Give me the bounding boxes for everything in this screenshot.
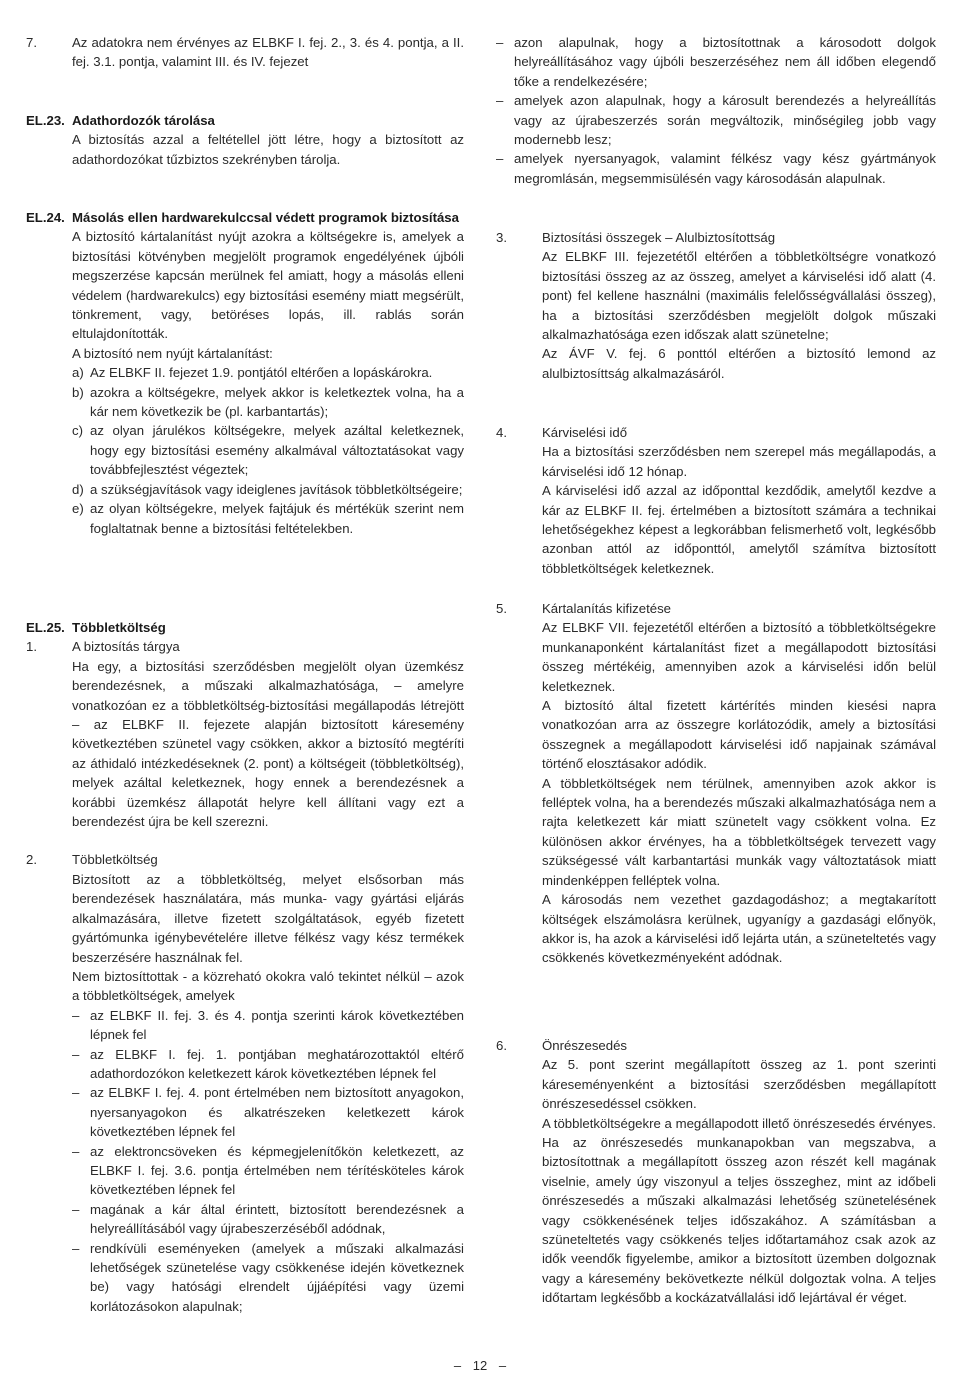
- subsection-text: Nem biztosíttottak - a közreható okokra való tekintet nélkül – azok a többletköltségek, amelyek: [72, 968, 464, 1004]
- subsection-text: Az ELBKF III. fejezetétől eltérően a többletköltségre vonatkozó biztosítási összeg az az összeg, amelyet a kárviselési idő alatt (4. pont) fel kellene használni (maximális felelősségvállalási összeg), ha a biztosítási szerződésben megjelölt dolgok műszaki alkalmazhatósága ezen időszak alatt szünetelne;: [542, 249, 936, 343]
- subsection-text: Az ELBKF VII. fejezetétől eltérően a biztosító a többletköltségekre munkanaponként kártalanítást fizet a megállapodott biztosítási összeg mértékéig, amennyiben azok a kárviselési időn belül keletkeznek.: [542, 620, 936, 694]
- subsection-text: A többletköltségek nem térülnek, amennyiben azok akkor is felléptek volna, ha a berendezés műszaki alkalmazhatósága nem a rajta keletkezett kár miatt szünetelt vagy csökkent volna. Ez különösen akkor érvényes, ha a többletköltségek tervezett vagy szükségessé vált karbantartási munkák vagy változtatások miatt mindenképpen felléptek volna.: [542, 775, 936, 888]
- subsection-number: 5.: [496, 601, 507, 616]
- dash-text: az elektroncsöveken és képmegjelenítőkön keletkezett, az ELBKF I. fej. 3.6. pontja értelmében nem térítésköteles károk következtében lépnek fel: [90, 1143, 464, 1198]
- dash-text: amelyek nyersanyagok, valamint félkész vagy kész gyártmányok megromlásán, megsemmisülésén vagy károsodásán alapulnak.: [514, 151, 936, 186]
- item-text: azokra a költségekre, melyek akkor is keletkeztek volna, ha a kár nem következik be (pl. karbantartás);: [90, 384, 464, 420]
- page-number-dash: –: [498, 1358, 507, 1373]
- subsection-text: A kárviselési idő azzal az időponttal kezdődik, amelytől kezdve a kár az ELBKF II. fej. értelmében a biztosított számára a technikai lehetőségekhez képest a legkorábban felismerhető volt, legkésőbb azonban attól az időponttól, amelytől számítva biztosított többletköltségek keletkeznek.: [542, 483, 936, 576]
- dash-mark: –: [496, 35, 504, 50]
- dash-item: [26, 1200, 464, 1239]
- dash-item: [26, 1006, 464, 1045]
- exclusion-item: [26, 383, 464, 422]
- item-text: az olyan költségekre, melyek fajtájuk és mértékük szerint nem foglaltatnak benne a biztosítási feltételekben.: [90, 501, 464, 536]
- page-number-value: 12: [472, 1358, 488, 1373]
- dash-item: [496, 33, 936, 91]
- dash-mark: –: [72, 1143, 80, 1159]
- dash-item: [26, 1142, 464, 1200]
- dash-mark: –: [72, 1240, 80, 1256]
- subsection-text: Ha a biztosítási szerződésben nem szerepel más megállapodás, a kárviselési idő 12 hónap.: [542, 444, 936, 479]
- continued-dash-list: [496, 33, 936, 188]
- subsection-5: [496, 599, 936, 968]
- section-el23: [26, 111, 464, 169]
- dash-text: az ELBKF II. fej. 3. és 4. pontja szerinti károk következtében lépnek fel: [90, 1007, 464, 1043]
- section-code: EL.23.: [26, 113, 65, 128]
- dash-mark: –: [72, 1046, 80, 1062]
- subsection-6: [496, 1036, 936, 1308]
- dash-mark: –: [72, 1201, 80, 1217]
- dash-text: amelyek azon alapulnak, hogy a károsult berendezés a helyreállítás vagy az újrabeszerzés során megváltozik, minőségileg jobb vagy modernebb lesz;: [514, 93, 936, 148]
- dash-mark: –: [496, 151, 504, 167]
- section-el25: [26, 618, 464, 1316]
- subsection-number: 2.: [26, 852, 37, 868]
- dash-text: azon alapulnak, hogy a biztosítottnak a károsodott dolgok helyreállításához vagy újbóli beszerzéséhez nem áll időben elegendő tőke a rendelkezésére;: [514, 35, 936, 89]
- subsection-title: Biztosítási összegek – Alulbiztosítottság: [542, 230, 776, 245]
- subsection-3: [496, 228, 936, 383]
- item-text: az olyan járulékos költségekre, melyek azáltal keletkeznek, hogy egy biztosítási esemény alkalmával változtatásokat vagy továbbfejlesztést végeztek;: [90, 423, 464, 478]
- section-title: Adathordozók tárolása: [72, 113, 215, 128]
- item-label: e): [72, 501, 84, 517]
- item-text: a szükségjavítások vagy ideiglenes javítások többletköltségeire;: [90, 481, 463, 497]
- dash-item: [26, 1083, 464, 1141]
- dash-text: magának a kár által érintett, biztosított berendezésnek a helyreállításából vagy újrabeszerzéséből adódnak,: [90, 1201, 464, 1237]
- dash-mark: –: [72, 1085, 80, 1101]
- dash-text: az ELBKF I. fej. 1. pontjában meghatározottaktól eltérő adathordozókon keletkezett károk következtében lépnek fel: [90, 1046, 464, 1081]
- item-label: d): [72, 481, 84, 497]
- page-number: [0, 1356, 960, 1375]
- item-label: c): [72, 423, 83, 439]
- subsection-title: Kártalanítás kifizetése: [542, 601, 672, 616]
- section-code: EL.25.: [26, 620, 65, 635]
- subsection-title: Kárviselési idő: [542, 425, 628, 440]
- section-text: A biztosító kártalanítást nyújt azokra a költségekre is, amelyek a biztosítási kötvényben megjelölt programok engedélyének újbóli megszerzése kapcsán merülnek fel amiatt, hogy a másolás elleni védelem (hardwarekulcs) egy biztosítási esemény miatt megsérült, tönkrement, vagy, betöréses lopás, ill. rablás során eltulajdonították.: [72, 229, 464, 342]
- subsection-text: A biztosító által fizetett kártérítés minden kiesési napra vonatkozóan arra az összegre korlátozódik, amely a biztosítási összegnek a megállapodott kárviselési idő napjainak számával történő elosztásakor adódik.: [542, 698, 936, 772]
- subsection-number: 6.: [496, 1038, 507, 1053]
- dash-text: az ELBKF I. fej. 4. pont értelmében nem biztosított anyagokon, nyersanyagokon és alkatrészeken keletkezett károk következtében lépnek fel: [90, 1085, 464, 1140]
- subsection-text: Az ÁVF V. fej. 6 ponttól eltérően a biztosító lemond az alulbiztosíttság alkalmazásáról.: [542, 346, 936, 381]
- dash-item: [26, 1239, 464, 1317]
- dash-item: [496, 91, 936, 149]
- item-label: a): [72, 365, 84, 381]
- exclusions-intro: A biztosító nem nyújt kártalanítást:: [72, 345, 273, 361]
- subsection-text: Az 5. pont szerint megállapított összeg az 1. pont szerinti káreseményenként a biztosítási szerződésben megállapított önrészesedéssel csökken.: [542, 1057, 936, 1112]
- item-text: Az ELBKF II. fejezet 1.9. pontjától eltérően a lopáskárokra.: [90, 365, 433, 381]
- subsection-number: 4.: [496, 425, 507, 440]
- exclusion-item: [26, 499, 464, 538]
- page-number-dash: –: [453, 1358, 462, 1373]
- subsection-text: Biztosított az a többletköltség, melyet elsősorban más berendezések használatára, más munka- vagy gyártási eljárás alkalmazására, illetve fizetett szolgáltatások, egyéb fizetett gyártómunka igénybevételére illetve félkész vagy kész termékek beszerzésére használnak fel.: [72, 871, 464, 965]
- subsection-number: 1.: [26, 639, 37, 655]
- dash-text: rendkívüli eseményeken (amelyek a műszaki alkalmazási lehetőségek szünetelése vagy csökkenése idején következnek be) vagy hatósági elrendelt újjáépítési vagy üzemi korlátozásokon alapulnak;: [90, 1240, 464, 1314]
- section-text: A biztosítás azzal a feltétellel jött létre, hogy a biztosított az adathordozókat tűzbiztos szekrényben tárolja.: [72, 132, 464, 167]
- item-label: b): [72, 384, 84, 400]
- section-code: EL.24.: [26, 210, 65, 225]
- item-number: 7.: [26, 35, 37, 50]
- subsection-title: Többletköltség: [72, 852, 158, 868]
- exclusion-item: [26, 363, 464, 382]
- subsection-title: Önrészesedés: [542, 1038, 628, 1053]
- item-7: [26, 33, 464, 72]
- subsection-number: 3.: [496, 230, 507, 245]
- subsection-text: A károsodás nem vezethet gazdagodáshoz; a megtakarított költségek elszámolásra kerülnek, ugyanígy a gazdasági előnyök, akkor is, ha azok a kárviselési idő lejárta után, a szüneteltetés vagy csökkenés következményeként adódnak.: [542, 892, 936, 966]
- subsection-text: Ha egy, a biztosítási szerződésben megjelölt olyan üzemkész berendezésnek, a műszaki alkalmazhatósága, – amelyre vonatkozóan ez a többletköltség-biztosítási megállapodás létrejött – az ELBKF II. fejezete alapján biztosított káresemény következtében szünetel vagy csökken, akkor a biztosító megtéríti az áthidaló intézkedéseknek (2. pont) a költségeit (többletköltség), melyek azáltal keletkeznek, hogy ennek a berendezésnek a korábbi üzemkész állapotát helyre kell állítani vagy ezt a berendezést újra be kell szerezni.: [72, 658, 464, 830]
- dash-item: [26, 1045, 464, 1084]
- dash-mark: –: [72, 1007, 80, 1023]
- section-el24: [26, 208, 464, 538]
- section-title: Többletköltség: [72, 620, 166, 635]
- exclusion-item: [26, 480, 464, 499]
- item-text: Az adatokra nem érvényes az ELBKF I. fej. 2., 3. és 4. pontja, a II. fej. 3.1. pontja, valamint III. és IV. fejezet: [72, 35, 464, 70]
- subsection-4: [496, 423, 936, 578]
- dash-mark: –: [496, 93, 504, 109]
- exclusion-item: [26, 421, 464, 479]
- dash-item: [496, 149, 936, 188]
- subsection-text: A többletköltségekre a megállapodott illető önrészesedés érvényes. Ha az önrészesedés munkanapokban van megszabva, a biztosítottnak a megállapított összeg azon részét kell magának viselnie, amely úgy viszonyul a teljes összeghez, mint az időbeli önrészesedés a műszaki alkalmazási lehetőség szünetelésének vagy csökkenésének teljes időszakához. A számításban a szüneteltetés vagy csökkenés teljes időtartamához csak azok az idők veendők figyelembe, amikor a biztosított üzemben dolgoznak vagy a káresemény bekövetkezte nélkül dolgoztak volna. A teljes időtartam legkésőbb a kockázatvállalási idő lejártával ér véget.: [542, 1115, 936, 1306]
- subsection-title: A biztosítás tárgya: [72, 639, 180, 655]
- section-title: Másolás ellen hardwarekulccsal védett programok biztosítása: [72, 210, 459, 225]
